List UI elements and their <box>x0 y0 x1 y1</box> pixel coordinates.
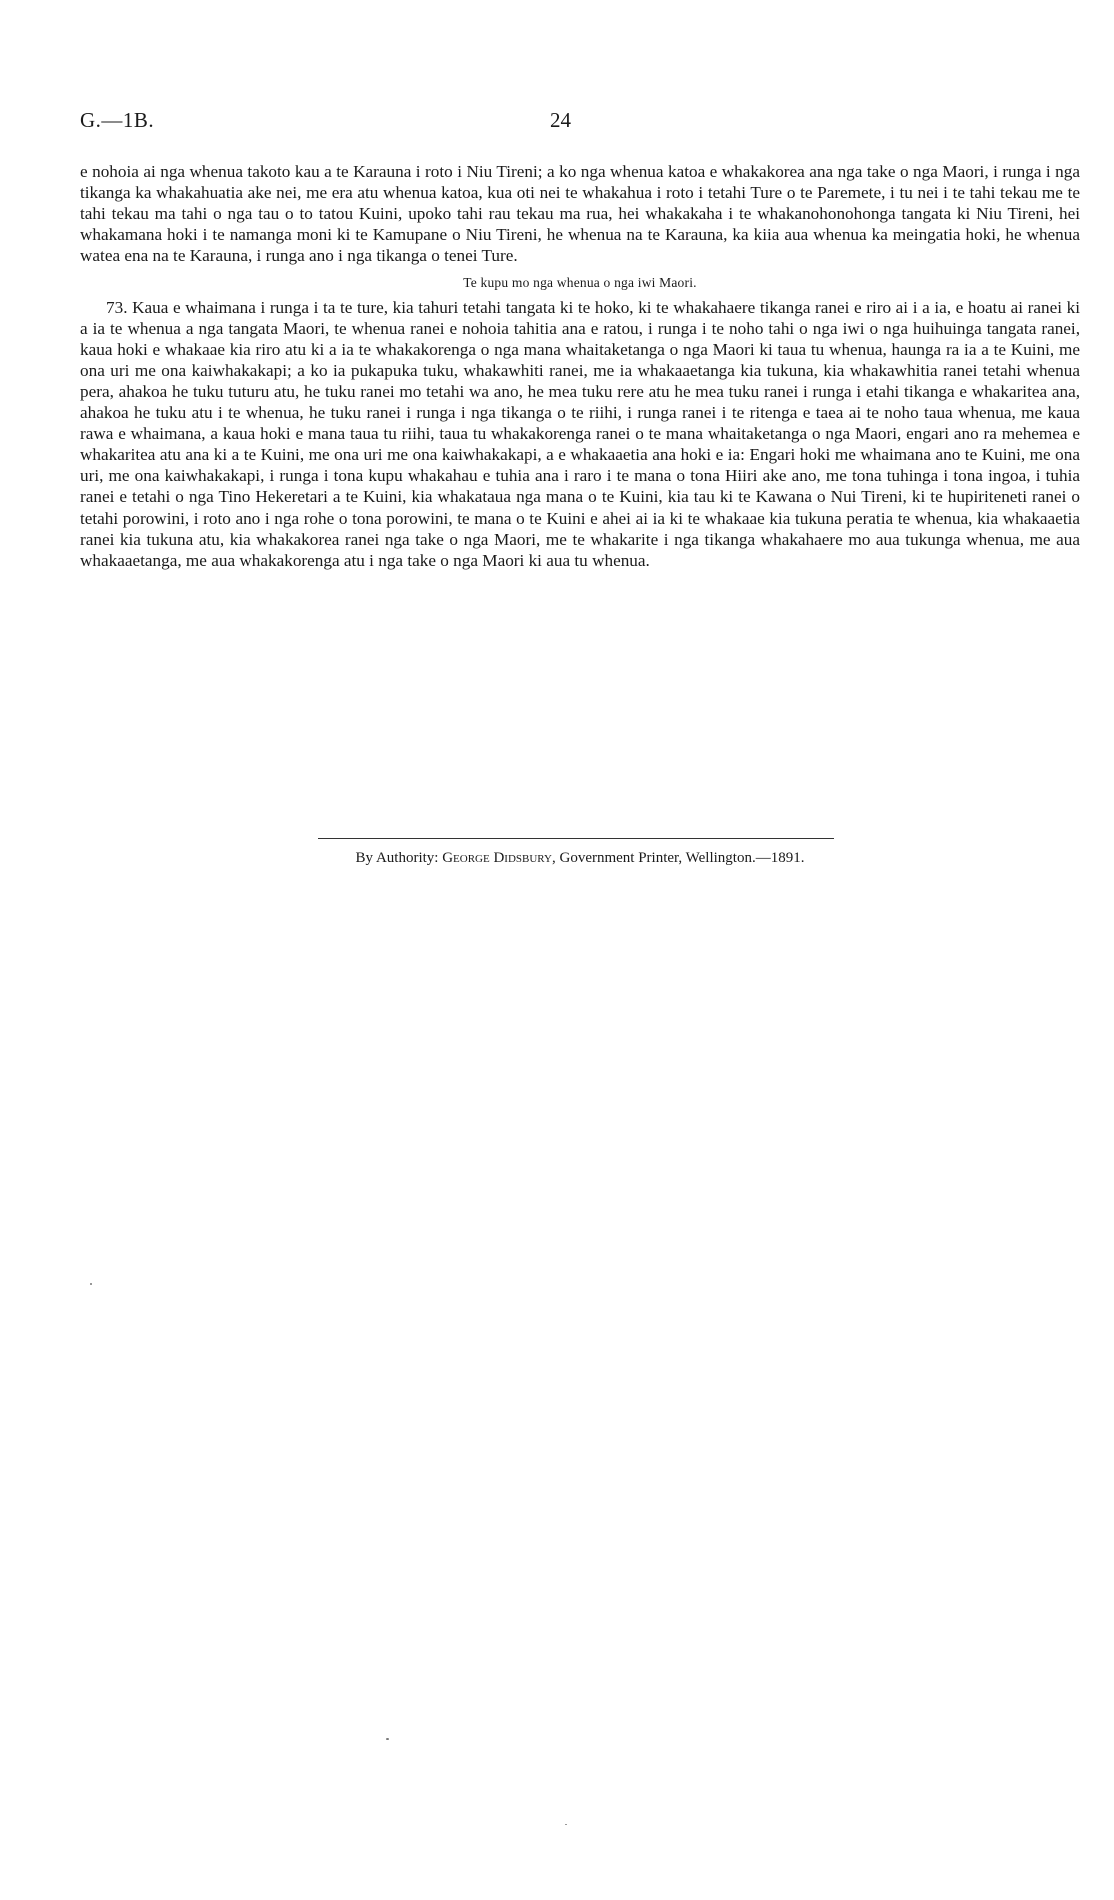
paper-speck <box>386 1738 389 1740</box>
paragraph-continuation: e nohoia ai nga whenua takoto kau a te Karauna i roto i Niu Tireni; a ko nga whenua katoa e whakakorea ana nga take o nga Maori, i runga i nga tikanga ka whakahuatia ake nei, me era atu whenua katoa, kua oti nei te whakahua i roto i tetahi Ture o te Paremete, i tu nei i te tahi tekau me te tahi tekau ma tahi o nga tau o to tatou Kuini, upoko tahi rau tekau ma rua, hei whakakaha i te whakanohonohonga tangata ki Niu Tireni, hei whakamana hoki i te namanga moni ki te Kamupane o Niu Tireni, he whenua na te Karauna, ka kiia aua whenua ka meingatia hoki, he whenua watea ena na te Karauna, i runga ano i nga tikanga o tenei Ture. <box>80 162 1080 266</box>
body-text <box>80 161 1080 571</box>
imprint-suffix: , Government Printer, Wellington.—1891. <box>551 850 805 866</box>
printer-name: George Didsbury <box>442 850 552 866</box>
section-heading: Te kupu mo nga whenua o nga iwi Maori. <box>463 275 697 291</box>
page-number: 24 <box>550 108 571 132</box>
paragraph-section-73: 73. Kaua e whaimana i runga i ta te ture, kia tahuri tetahi tangata ki te hoko, ki te whakahaere tikanga ranei e riro ai i a ia, e hoatu ai ranei ki a ia te whenua a nga tangata Maori, te whenua ranei e nohoia tahitia ana e ratou, i runga i te noho tahi o nga iwi o nga huihuinga tangata ranei, kaua hoki e whakaae kia riro atu ki a ia te whakakorenga o nga mana whaitaketanga o nga Maori ki taua tu whenua, haunga ra ia a te Kuini, me ona uri me ona kaiwhakakapi; a ko ia pukapuka tuku, whakawhiti ranei, me ia whakaaetanga kia tukuna, kia whakawhitia ranei tetahi whenua pera, ahakoa he tuku tuturu atu, he tuku ranei mo tetahi wa ano, he mea tuku rere atu he mea tuku ranei i runga i etahi tikanga e whakaritea ana, ahakoa he tuku atu i te whenua, he tuku ranei i runga i nga tikanga o te riihi, i runga ranei i te ritenga e taea ai te noho taua whenua, me kaua rawa e whaimana, a kaua hoki e mana taua tu riihi, taua tu whakakorenga ranei o te mana whaitaketanga o nga Maori, engari ano ra mehemea e whakaritea atu ana ki a te Kuini, me ona uri me ona kaiwhakakapi, a e whakaaetia ana hoki e ia: Engari hoki me whaimana ano te Kuini, me ona uri, me ona kaiwhakakapi, i runga i tona kupu whakahau e tuhia ana i raro i te mana o tona Hiiri ake ano, me tona tuhinga i tona ingoa, i tuhia ranei e tetahi o nga Tino Hekeretari a te Kuini, kia whakataua nga mana o te Kuini, kia tau ki te Kawana o Nui Tireni, ki te hupiriteneti ranei o tetahi porowini, i roto ano i nga rohe o tona porowini, te mana o te Kuini e ahei ai ia ki te whakaae kia tukuna peratia te whenua, kia whakaaetia ranei kia tukuna atu, kia whakakorea ranei nga take o nga Maori, me te whakarite i nga tikanga whakahaere mo aua tukunga whenua, me aua whakaaetanga, me aua whakakorenga atu i nga take o nga Maori ki aua tu whenua. <box>80 297 1080 570</box>
footer-rule <box>318 838 834 839</box>
page-header <box>80 108 1080 138</box>
paper-speck <box>565 1824 567 1825</box>
printer-imprint <box>80 850 1080 867</box>
paper-speck <box>90 1283 92 1285</box>
imprint-prefix: By Authority: <box>355 850 439 866</box>
document-reference: G.—1B. <box>80 108 155 132</box>
